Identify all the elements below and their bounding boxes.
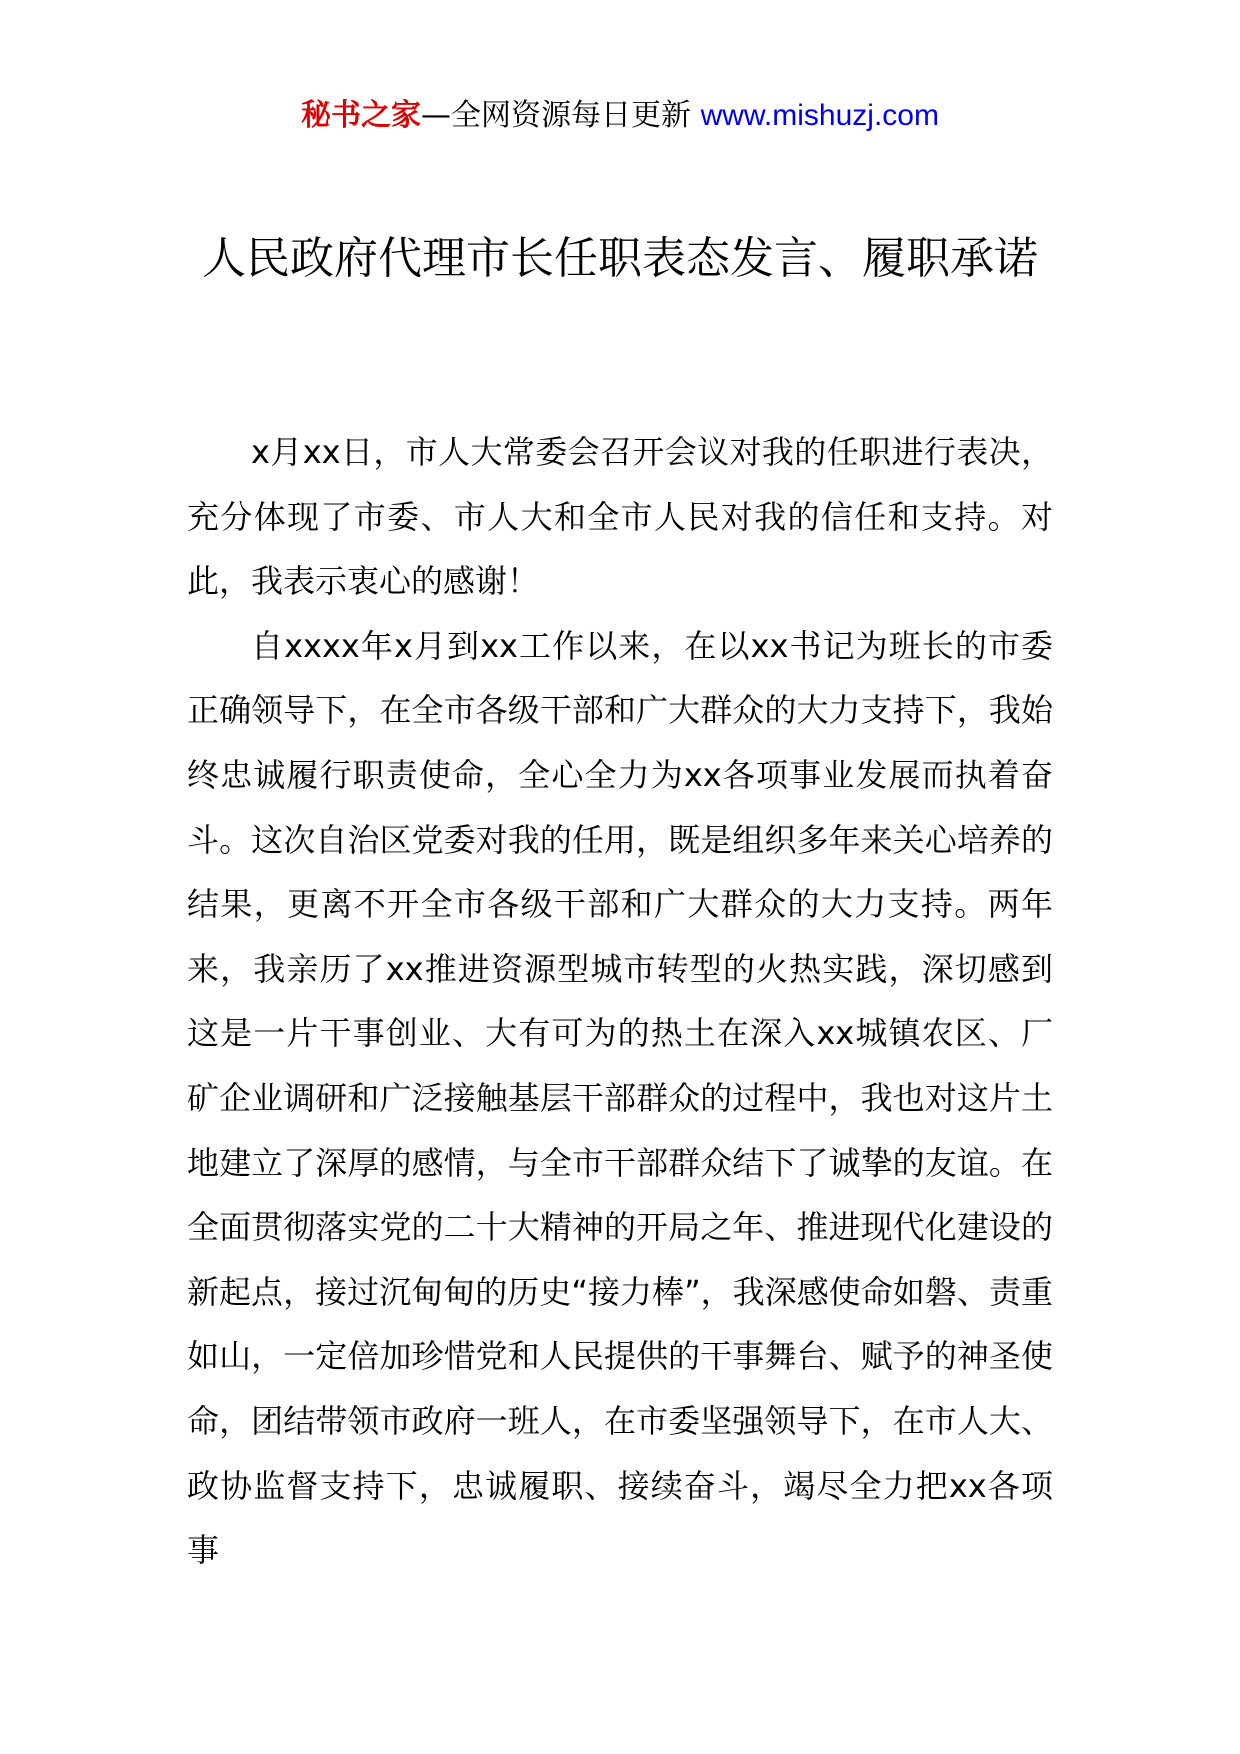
document-body — [187, 420, 1053, 1583]
header-tagline: —全网资源每日更新 — [421, 98, 692, 133]
body-paragraph: 自xxxx年x月到xx工作以来，在以xx书记为班长的市委正确领导下，在全市各级干部和广大群众的大力支持下，我始终忠诚履行职责使命，全心全力为xx各项事业发展而执着奋斗。这次自治区党委对我的任用，既是组织多年来关心培养的结果，更离不开全市各级干部和广大群众的大力支持。两年来，我亲历了xx推进资源型城市转型的火热实践，深切感到这是一片干事创业、大有可为的热土在深入xx城镇农区、厂矿企业调研和广泛接触基层干部群众的过程中，我也对这片土地建立了深厚的感情，与全市干部群众结下了诚挚的友谊。在全面贯彻落实党的二十大精神的开局之年、推进现代化建设的新起点，接过沉甸甸的历史“接力棒”，我深感使命如磐、责重如山，一定倍加珍惜党和人民提供的干事舞台、赋予的神圣使命，团结带领市政府一班人，在市委坚强领导下，在市人大、政协监督支持下，忠诚履职、接续奋斗，竭尽全力把xx各项事 — [187, 626, 1053, 1570]
document-title: 人民政府代理市长任职表态发言、履职承诺 — [202, 233, 1038, 284]
site-url-link[interactable]: www.mishuzj.com — [700, 99, 939, 132]
page-header — [0, 96, 1240, 136]
body-paragraph: x月xx日，市人大常委会召开会议对我的任职进行表决，充分体现了市委、市人大和全市人民对我的信任和支持。对此，我表示衷心的感谢！ — [187, 433, 1053, 601]
brand-name: 秘书之家 — [301, 98, 422, 133]
